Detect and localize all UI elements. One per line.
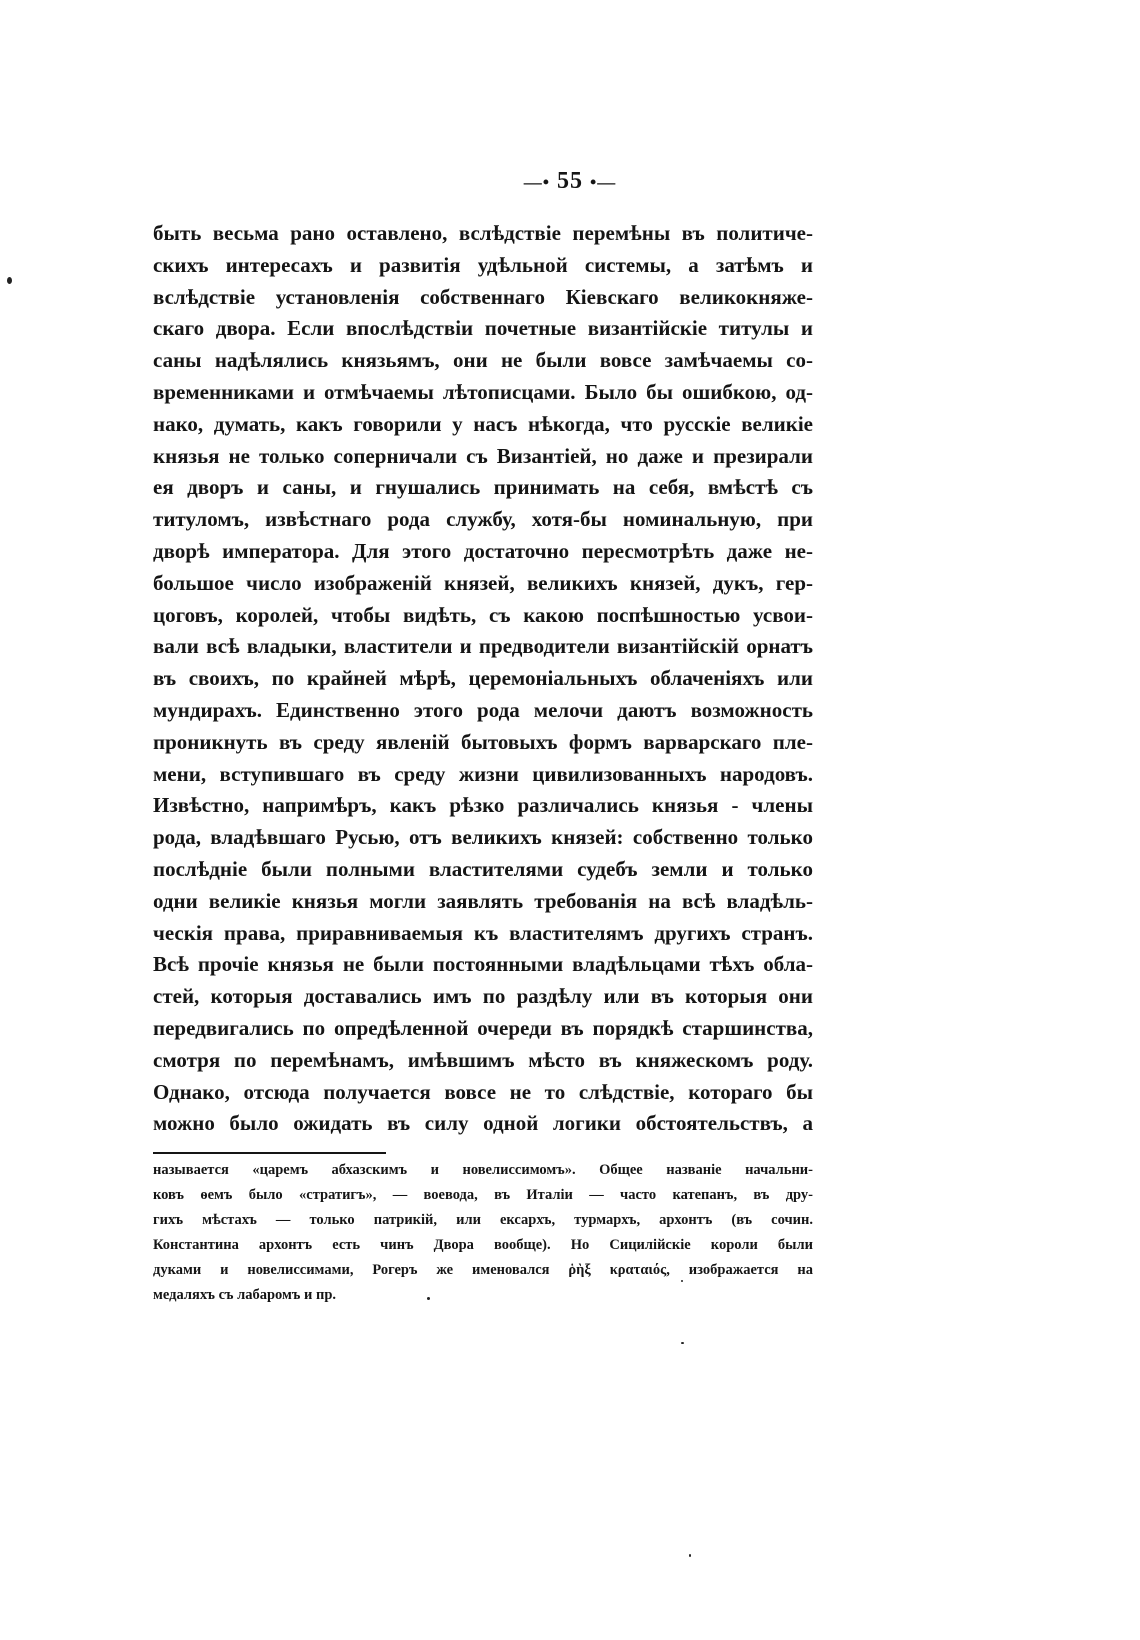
footnote-line: дуками и новелиссимами, Рогеръ же именовался ῥὴξ κραταιός, изображается на — [153, 1262, 813, 1278]
speck — [427, 1297, 430, 1300]
text-line: мундирахъ. Единственно этого рода мелочи даютъ возможность — [153, 697, 813, 722]
text-line: титуломъ, извѣстнаго рода службу, хотя-бы номинальную, при — [153, 507, 813, 532]
text-line: ческія права, приравниваемыя къ властителямъ другихъ странъ. — [153, 920, 813, 945]
main-text — [153, 218, 813, 1140]
text-line: вслѣдствіе установленія собственнаго Кіевскаго великокняже- — [153, 284, 813, 309]
text-line: мени, вступившаго въ среду жизни цивилизованныхъ народовъ. — [153, 761, 813, 786]
text-line: Всѣ прочіе князья не были постоянными владѣльцами тѣхъ обла- — [153, 952, 813, 977]
text-line: одни великіе князья могли заявлять требованія на всѣ владѣль- — [153, 888, 813, 913]
text-line: Однако, отсюда получается вовсе не то слѣдствіе, котораго бы — [153, 1079, 813, 1104]
footnote-line: Константина архонтъ есть чинъ Двора вообще). Но Сицилійскіе короли были — [153, 1237, 813, 1253]
text-line: саны надѣлялись князьямъ, они не были вовсе замѣчаемы со- — [153, 348, 813, 373]
text-line: вали всѣ владыки, властители и предводители византійскій орнатъ — [153, 634, 813, 659]
left-ornament-icon: —• — [523, 171, 550, 192]
footnote-line: ковъ ѳемъ было «стратигъ», — воевода, въ Италіи — часто катепанъ, въ дру- — [153, 1187, 813, 1203]
page-number: 55 — [557, 168, 583, 194]
text-line: дворѣ императора. Для этого достаточно пересмотрѣть даже не- — [153, 538, 813, 563]
speck — [681, 1342, 684, 1344]
footnote — [153, 1158, 813, 1308]
footnote-line: гихъ мѣстахъ — только патрикій, или ексархъ, турмархъ, архонтъ (въ сочин. — [153, 1212, 813, 1228]
text-line: князья не только соперничали съ Византіей, но даже и презирали — [153, 443, 813, 468]
text-line: нако, думать, какъ говорили у насъ нѣкогда, что русскіе великіе — [153, 411, 813, 436]
text-line: цоговъ, королей, чтобы видѣть, съ какою поспѣшностью усвои- — [153, 602, 813, 627]
text-line: временниками и отмѣчаемы лѣтописцами. Было бы ошибкою, од- — [153, 379, 813, 404]
footnote-divider — [153, 1152, 386, 1154]
text-line: большое число изображеній князей, великихъ князей, дукъ, гер- — [153, 570, 813, 595]
text-line: въ своихъ, по крайней мѣрѣ, церемоніальныхъ облаченіяхъ или — [153, 666, 813, 691]
speck — [689, 1554, 691, 1557]
text-line: быть весьма рано оставлено, вслѣдствіе перемѣны въ политиче- — [153, 221, 813, 245]
footnote-line: называется «царемъ абхазскимъ и новелиссимомъ». Общее названіе начальни- — [153, 1162, 813, 1178]
text-line: смотря по перемѣнамъ, имѣвшимъ мѣсто въ княжескомъ роду. — [153, 1047, 813, 1072]
text-line: можно было ожидать въ силу одной логики обстоятельствъ, а — [153, 1111, 813, 1136]
text-line: рода, владѣвшаго Русью, отъ великихъ князей: собственно только — [153, 825, 813, 850]
page-number-header — [0, 168, 1140, 195]
text-line: скаго двора. Если впослѣдствіи почетные византійскіе титулы и — [153, 316, 813, 341]
text-line: ея дворъ и саны, и гнушались принимать на себя, вмѣстѣ съ — [153, 475, 813, 500]
text-line: скихъ интересахъ и развитія удѣльной системы, а затѣмъ и — [153, 252, 813, 277]
text-line: передвигались по опредѣленной очереди въ порядкѣ старшинства, — [153, 1015, 813, 1040]
text-line: стей, которыя доставались имъ по раздѣлу или въ которыя они — [153, 984, 813, 1009]
text-line: проникнуть въ среду явленій бытовыхъ формъ варварскаго пле- — [153, 729, 813, 754]
right-ornament-icon: •— — [590, 171, 617, 192]
speck — [681, 1280, 683, 1282]
text-line: Извѣстно, напримѣръ, какъ рѣзко различались князья - члены — [153, 793, 813, 818]
text-line: послѣдніе были полными властителями судебъ земли и только — [153, 856, 813, 881]
footnote-line: медаляхъ съ лабаромъ и пр. — [153, 1287, 337, 1303]
margin-mark — [7, 277, 12, 284]
